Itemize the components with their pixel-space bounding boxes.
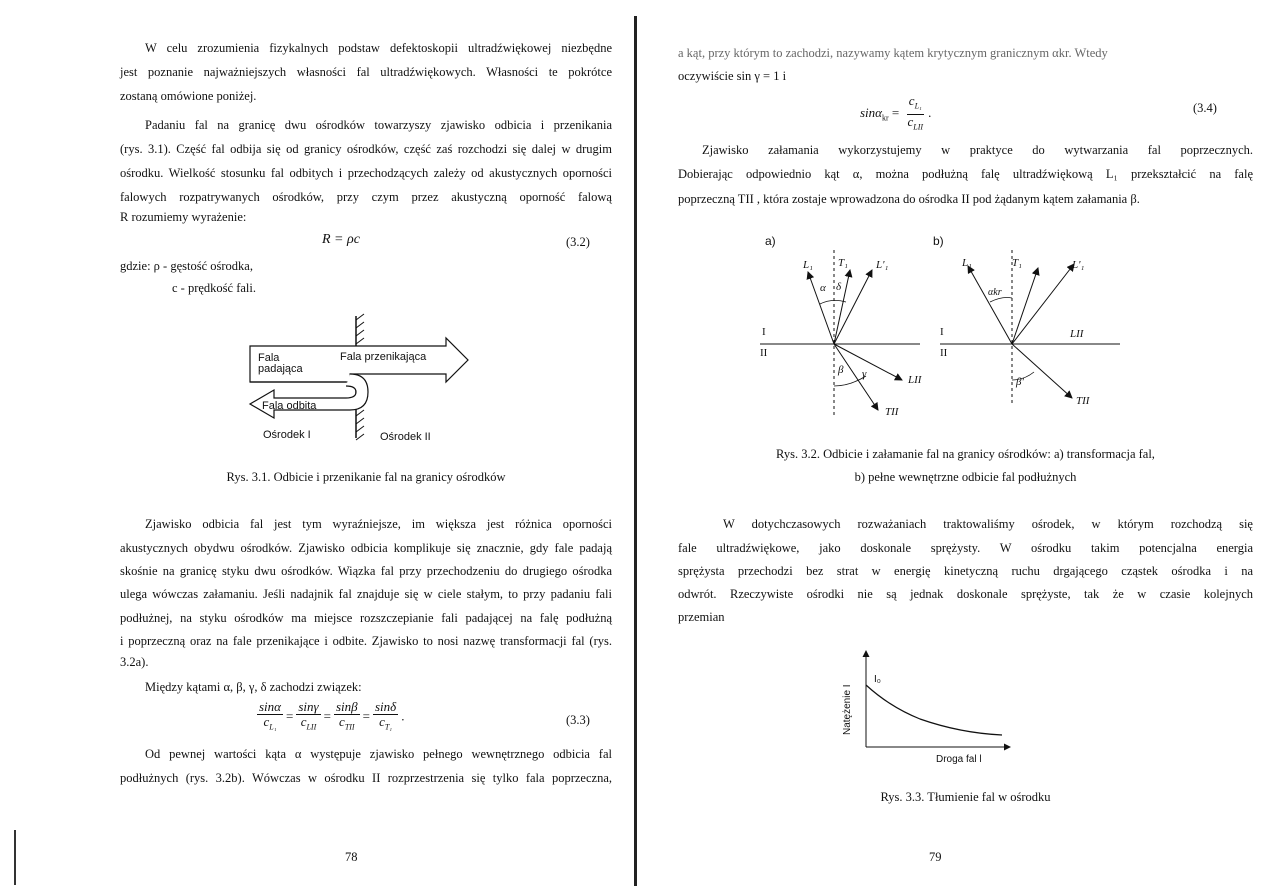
paragraph-line: Od pewnej wartości kąta α występuje zjawisko pełnego wewnętrznego odbicia fal <box>145 747 612 761</box>
fig32b-L1-label: L₁ <box>962 257 972 269</box>
fig32-delta-label: δ <box>836 281 842 293</box>
paragraph-line: podłużnej, na styku ośrodków ma miejsce rozszczepianie fali padającej na falę podłużną <box>120 611 612 625</box>
eq-subscript: L₁ <box>269 722 277 732</box>
eq-numerator: sinγ <box>298 699 319 714</box>
paragraph-line: ośrodku. Wielkość stosunku fal odbitych i przechodzących zależy od akustycznych oporności <box>120 166 612 180</box>
figure-caption: Rys. 3.1. Odbicie i przenikanie fal na granicy ośrodków <box>226 470 506 484</box>
fig32b-I-label: I <box>940 326 944 338</box>
figure-caption: Rys. 3.2. Odbicie i załamanie fal na granicy ośrodków: a) transformacja fal, <box>776 447 1155 461</box>
fig32-I-label: I <box>762 326 766 338</box>
eq-subscript: kr <box>882 113 889 123</box>
paragraph-line: (rys. 3.1). Część fal odbija się od granicy ośrodków, część zaś rozchodzi się dalej w drugim <box>120 142 612 156</box>
fig32-TII-label: TII <box>885 406 899 418</box>
fig32b-T1-label: T₁ <box>1012 257 1022 269</box>
paragraph-line: falowych rozpatrywanych ośrodków, przy czym przez akustyczną oporność falową <box>120 190 612 204</box>
figure-caption: b) pełne wewnętrzne odbicie fal podłużnych <box>854 470 1077 484</box>
equation-number: (3.2) <box>566 235 590 249</box>
page-right <box>640 0 1263 893</box>
paragraph-line: a kąt, przy którym to zachodzi, nazywamy kątem krytycznym granicznym αkr. Wtedy <box>678 46 1108 60</box>
book-spine <box>634 16 637 886</box>
paragraph-line: Padaniu fal na granicę dwu ośrodków towarzyszy zjawisko odbicia i przenikania <box>145 118 612 132</box>
fig32b-LII-label: LII <box>1070 328 1084 340</box>
fig31-incident-label: Fala <box>258 352 280 364</box>
fig33-xlabel: Droga fal l <box>936 754 982 765</box>
fig32b-betap-label: β' <box>1016 376 1024 388</box>
eq-subscript: LII <box>913 122 924 132</box>
fig31-transmitted-label: Fala przenikająca <box>340 351 427 363</box>
fig31-medium2-label: Ośrodek II <box>380 431 431 443</box>
fig32-L1p-label: L'₁ <box>876 259 889 271</box>
paragraph-line: Dobierając odpowiednio kąt α, można podłużną falę ultradźwiękową L₁ przekształcić na falę <box>678 167 1253 181</box>
eq-subscript: LII <box>306 722 317 732</box>
page-number: 78 <box>345 850 358 864</box>
eq-lhs: sinα <box>860 105 882 121</box>
fig32-label-b: b) <box>933 234 944 248</box>
paragraph-line: Zjawisko załamania wykorzystujemy w praktyce do wytwarzania fal poprzecznych. <box>702 143 1253 157</box>
paragraph-line: ulega wówczas załamaniu. Jeśli nadajnik fal znajduje się w ciele stałym, to przy padaniu fali <box>120 587 612 601</box>
paragraph-line: fale ultradźwiękowe, jako doskonale sprężysty. W ośrodku takim potencjalna energia <box>678 541 1253 555</box>
fig32-L1-label: L₁ <box>803 259 813 271</box>
where-line: gdzie: ρ - gęstość ośrodka, <box>120 259 253 273</box>
paragraph-line: W celu zrozumienia fizykalnych podstaw defektoskopii ultradźwiękowej niezbędne <box>145 41 612 55</box>
fig32-LII-label: LII <box>908 374 922 386</box>
eq-subscript: T₁ <box>384 722 393 732</box>
paragraph-line: Zjawisko odbicia fal jest tym wyraźniejsze, im większa jest różnica oporności <box>145 517 612 531</box>
fig32-label-a: a) <box>765 234 776 248</box>
paragraph-line: odwrót. Rzeczywiste ośrodki nie są jednak doskonale sprężyste, tak że w czasie kolejnych <box>678 587 1253 601</box>
equation-3-3: $\frac{\sin\alpha}{c_{L_1}}$ = $\frac{\sin\gamma}{c_{LII}}$ = $\frac{\sin\beta}{c_{TII}}$ = $\frac{\sin\delta}{c_{T_1}}$ . <box>259 699 405 732</box>
fig31-reflected-label: Fala odbita <box>262 400 317 412</box>
paragraph-line: zostaną omówione poniżej. <box>120 89 257 103</box>
paragraph-line: R rozumiemy wyrażenie: <box>120 210 247 224</box>
paragraph-line: oczywiście sin γ = 1 i <box>678 69 787 83</box>
eq-subscript: L₁ <box>914 101 922 111</box>
fig31-incident-label: padająca <box>258 363 303 375</box>
equation-3-4: sinα$_{kr}$ = $\frac{c_{L_1}}{c_{LII}}$ . <box>860 93 932 132</box>
where-line: c - prędkość fali. <box>172 281 256 295</box>
eq-denominator: c <box>379 714 385 729</box>
fig32-alpha-label: α <box>820 282 826 294</box>
fig32b-II-label: II <box>940 347 948 359</box>
eq-numerator: c <box>908 93 915 108</box>
paragraph-line: i poprzeczną oraz na fale przenikające i odbite. Zjawisko to nosi nazwę transformacji fal (rys. <box>120 634 612 648</box>
figure-3-3 <box>850 645 1030 755</box>
paragraph-line: 3.2a). <box>120 655 149 669</box>
eq-numerator: sinβ <box>335 699 358 714</box>
paragraph-line: poprzeczną TII , która zostaje wprowadzona do ośrodka II pod żądanym kątem załamania β. <box>678 192 1140 206</box>
eq-denominator: c <box>339 714 345 729</box>
paragraph-line: jest poznanie najważniejszych własności fal ultradźwiękowych. Własności te pokrótce <box>120 65 612 79</box>
fig31-medium1-label: Ośrodek I <box>263 429 311 441</box>
paragraph-line: akustycznych obydwu ośrodków. Zjawisko odbicia komplikuje się znacznie, gdy fale padają <box>120 541 612 555</box>
eq-equals: = <box>891 105 900 121</box>
eq-numerator: sinδ <box>374 699 397 714</box>
paragraph-line: W dotychczasowych rozważaniach traktowaliśmy ośrodek, w którym rozchodzą się <box>723 517 1253 531</box>
equation-number: (3.3) <box>566 713 590 727</box>
paragraph-line: sprężysta przechodzi bez strat w energię kinetyczną ruchu drgającego cząstek ośrodka i na <box>678 564 1253 578</box>
paragraph-line: Między kątami α, β, γ, δ zachodzi związek: <box>145 680 362 694</box>
eq-subscript: TII <box>344 722 355 732</box>
figure-caption: Rys. 3.3. Tłumienie fal w ośrodku <box>880 790 1051 804</box>
fig32-T1-label: T₁ <box>838 257 848 269</box>
equation-number: (3.4) <box>1193 101 1217 115</box>
eq-denominator: c <box>907 113 914 129</box>
fig32-II-label: II <box>760 347 768 359</box>
fig32-gamma-label: γ <box>862 368 867 380</box>
paragraph-line: skośnie na granicę styku dwu ośrodków. Wiązka fal przy przechodzeniu do drugiego ośrodka <box>120 564 612 578</box>
page-number: 79 <box>929 850 942 864</box>
paragraph-line: przemian <box>678 610 725 624</box>
paragraph-line: podłużnych (rys. 3.2b). Wówczas w ośrodku II rozprzestrzenia się tylko fala poprzeczna, <box>120 771 612 785</box>
fig32-beta-label: β <box>838 364 844 376</box>
eq-denominator: c <box>263 714 270 729</box>
equation-3-2: R = ρc <box>322 232 360 247</box>
fig32b-L1p-label: L'₁ <box>1072 259 1085 271</box>
fig33-ylabel: Natężenie I <box>842 684 853 735</box>
fig33-i0-label: I₀ <box>874 674 881 685</box>
eq-denominator: c <box>300 714 307 729</box>
eq-numerator: sinα <box>259 699 281 714</box>
fig32b-TII-label: TII <box>1076 395 1090 407</box>
attenuation-curve <box>866 685 1002 735</box>
fig32b-akr-label: αkr <box>988 287 1002 298</box>
